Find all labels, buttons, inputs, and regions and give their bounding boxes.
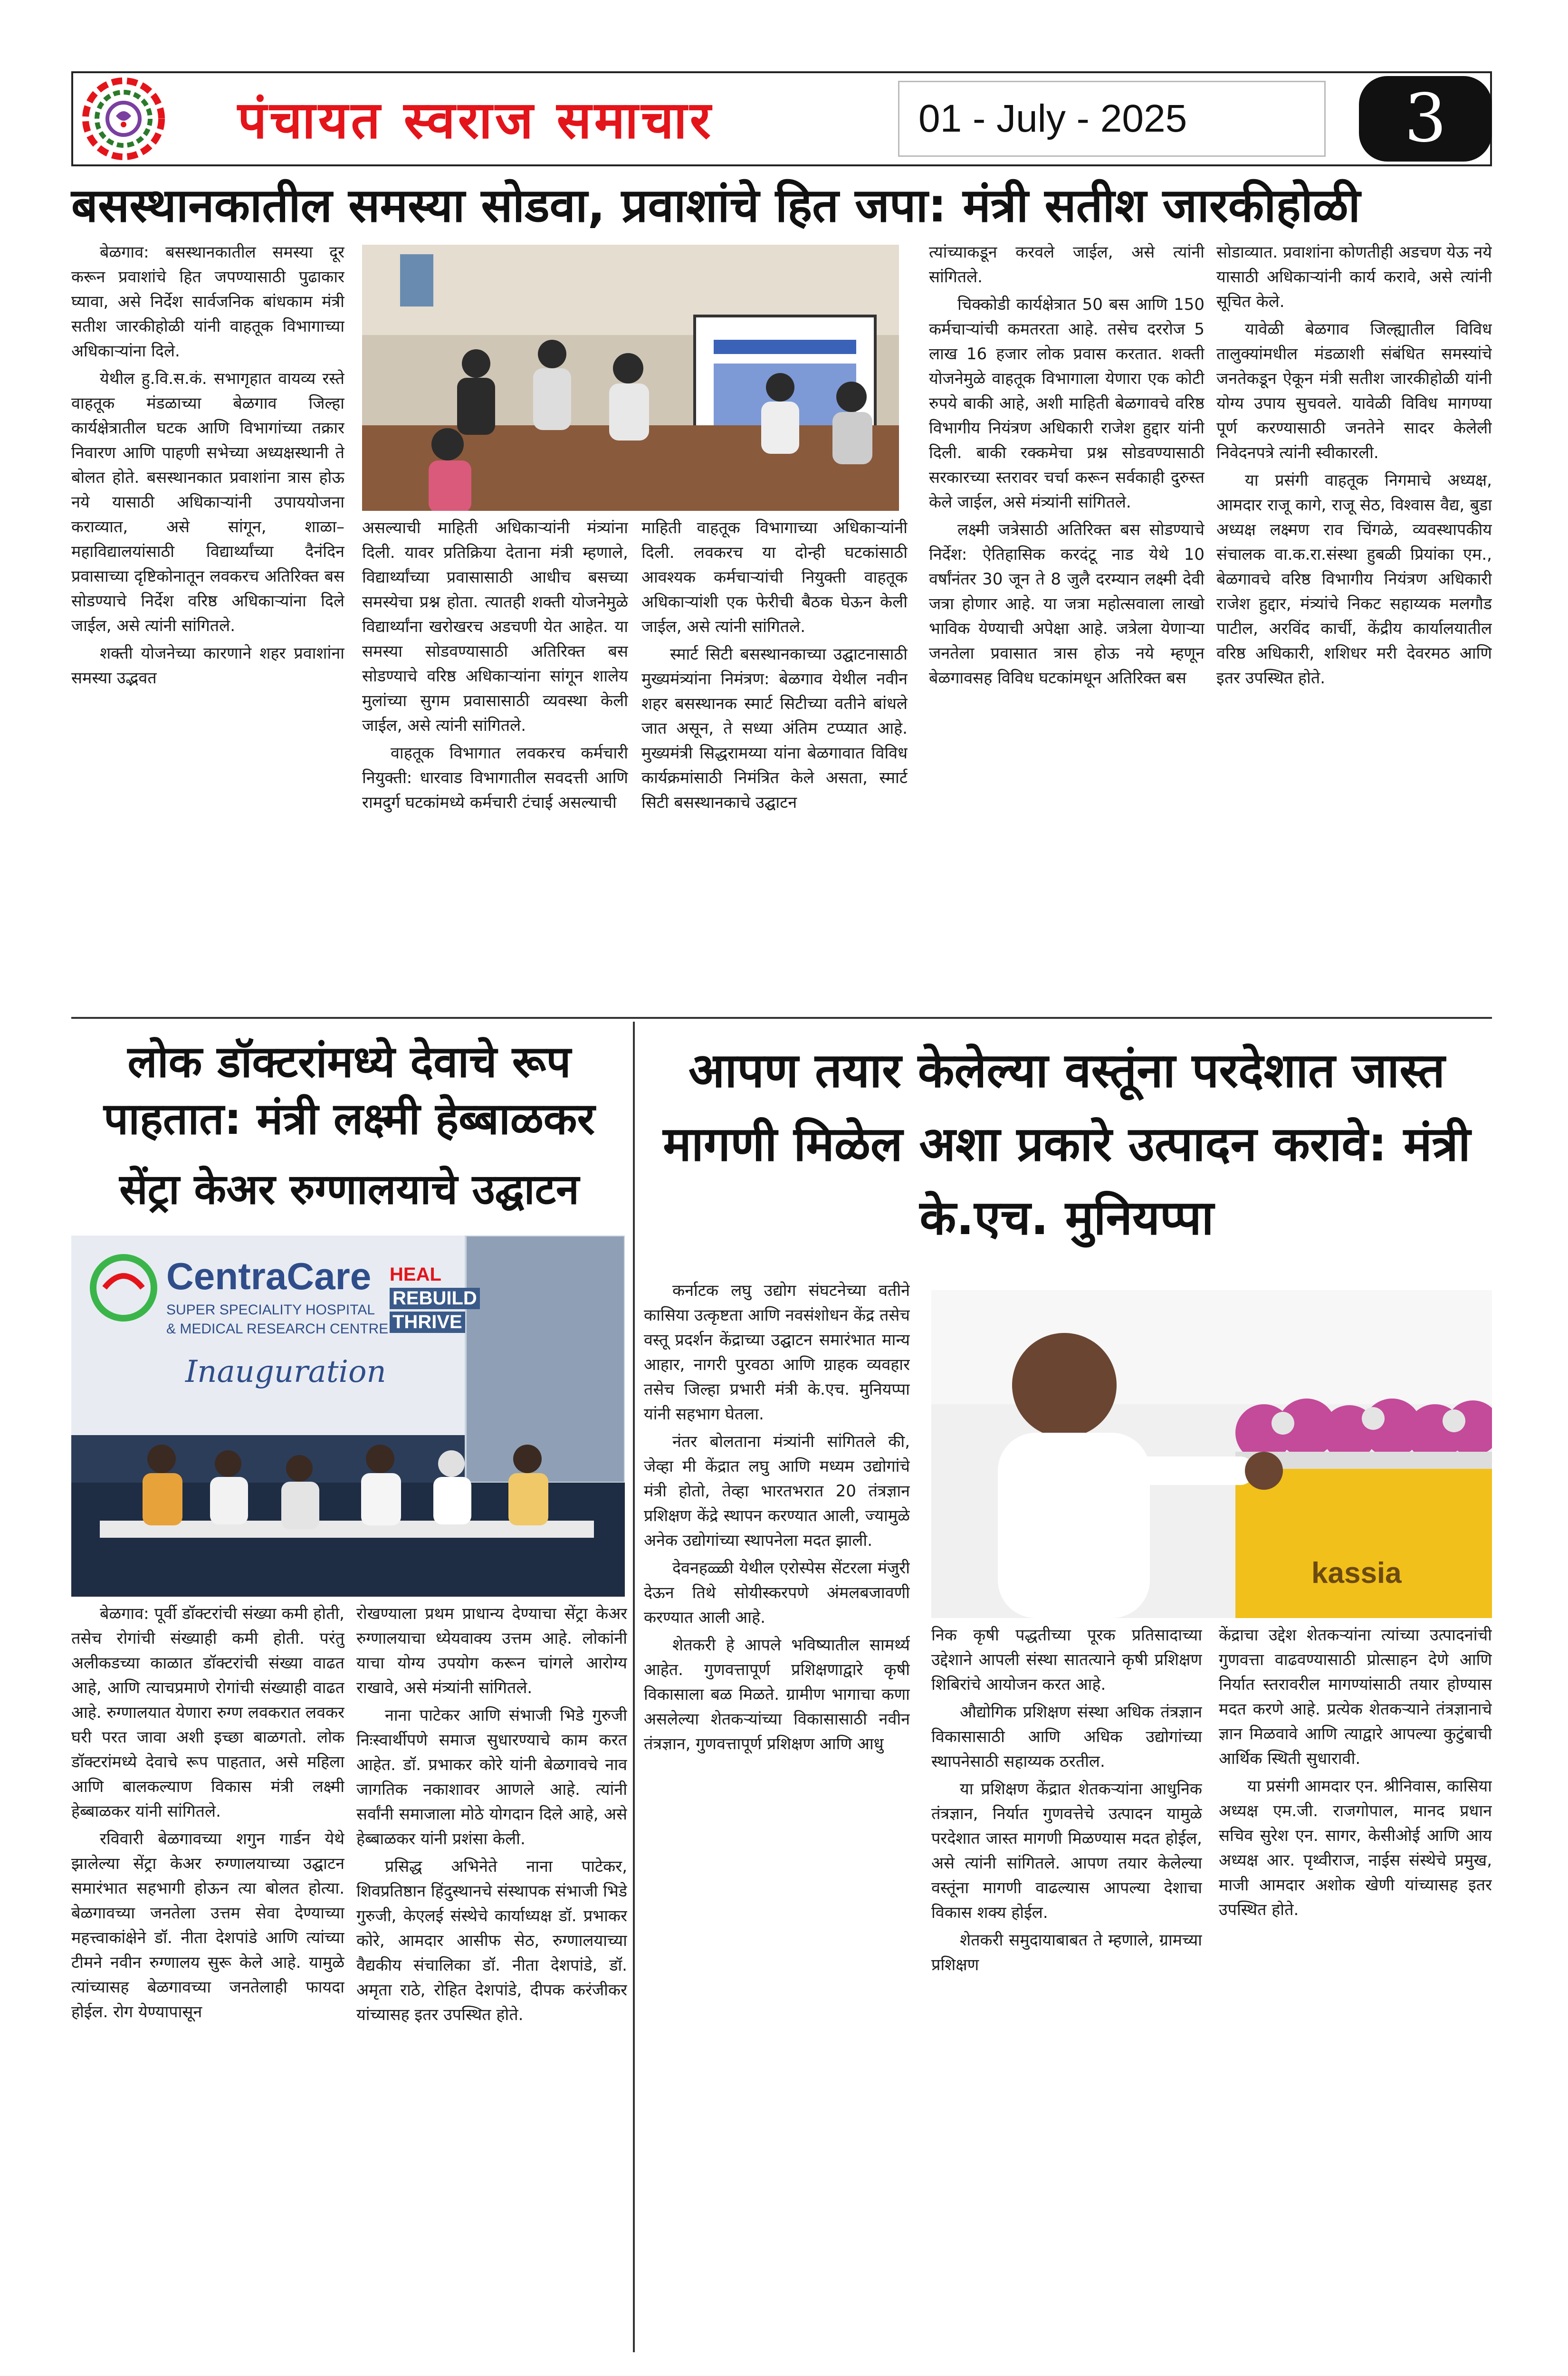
article-1-paragraph: या प्रसंगी वाहतूक निगमाचे अध्यक्ष, आमदार राजू कागे, राजू सेठ, विश्वास वैद्य, बुडा अध्यक्ष लक्ष्मण राव चिंगळे, व्यवस्थापकीय संचालक वा.क.रा.संस्था हुबळी प्रियांका एम., बेळगावचे वरिष्ठ विभागीय नियंत्रण अधिकारी राजेश हुद्दार, मंत्र्यांचे निकट सहाय्यक मलगौड पाटील, अरविंद कार्ची, केंद्रीय कार्यालयातील वरिष्ठ अधिकारी, शशिधर मरी देवरमठ आणि इतर उपस्थित होते. (1216, 471, 1492, 688)
article-1-paragraph: शक्ती योजनेच्या कारणाने शहर प्रवाशांना समस्या उद्भवत (71, 644, 344, 688)
article-3-paragraph: कर्नाटक लघु उद्योग संघटनेच्या वतीने कासिया उत्कृष्टता आणि नवसंशोधन केंद्र तसेच वस्तू प्रदर्शन केंद्राच्या उद्घाटन समारंभात मान्य आहार, नागरी पुरवठा आणि ग्राहक व्यवहार तसेच जिल्हा प्रभारी मंत्री के.एच. मुनियप्पा यांनी सहभाग घेतला. (644, 1281, 910, 1424)
article-1-column-5 (1216, 240, 1492, 1010)
article-1-paragraph: वाहतूक विभागात लवकरच कर्मचारी नियुक्ती: धारवाड विभागातील सवदत्ती आणि रामदुर्ग घटकांमध्ये कर्मचारी टंचाई असल्याची (362, 744, 628, 812)
article-2-paragraph: बेळगाव: पूर्वी डॉक्टरांची संख्या कमी होती, तसेच रोगांची संख्याही कमी होती. परंतु अलीकडच्या काळात डॉक्टरांची संख्या वाढत आहे, आणि त्याचप्रमाणे रोगांची संख्याही वाढत आहे. रुग्णालयात येणारा रुग्ण लवकरात लवकर घरी परत जावा अशी इच्छा बाळगतो. लोक डॉक्टरांमध्ये देवाचे रूप पाहतात, असे महिला आणि बालकल्याण विकास मंत्री लक्ष्मी हेब्बाळकर यांनी सांगितले. (71, 1604, 344, 1821)
article-2-paragraph: रोखण्याला प्रथम प्राधान्य देण्याचा सेंट्रा केअर रुग्णालयाचा ध्येयवाक्य उत्तम आहे. लोकांनी याचा योग्य उपयोग करून चांगले आरोग्य राखावे, असे मंत्र्यांनी सांगितले. (356, 1604, 627, 1697)
article-1-column-2 (362, 516, 628, 1010)
article-2-paragraph: नाना पाटेकर आणि संभाजी भिडे गुरुजी निःस्वार्थीपणे समाज सुधारण्याचे काम करत आहेत. डॉ. प्रभाकर कोरे यांनी बेळगावचे नाव जागतिक नकाशावर आणले आहे. त्यांनी सर्वांनी समाजाला मोठे योगदान दिले आहे, असे हेब्बाळकर यांनी प्रशंसा केली. (356, 1706, 627, 1849)
banner-tag-thrive: THRIVE (390, 1312, 465, 1333)
column-divider (633, 1022, 635, 2352)
article-1-paragraph: माहिती वाहतूक विभागाच्या अधिकाऱ्यांनी दिली. लवकरच या दोन्ही घटकांसाठी आवश्यक कर्मचाऱ्यांची नियुक्ती वाहतूक अधिकाऱ्यांशी एक फेरीची बैठक घेऊन केली जाईल, असे त्यांनी सांगितले. (641, 518, 908, 636)
article-2-paragraph: प्रसिद्ध अभिनेते नाना पाटेकर, शिवप्रतिष्ठान हिंदुस्थानचे संस्थापक संभाजी भिडे गुरुजी, केएलई संस्थेचे कार्याध्यक्ष डॉ. प्रभाकर कोरे, आमदार आसीफ सेठ, रुग्णालयाच्या वैद्यकीय संचालिका डॉ. नीता देशपांडे, डॉ. अमृता राठे, रोहित देशपांडे, दीपक करंजीकर यांच्यासह इतर उपस्थित होते. (356, 1857, 627, 2024)
article-3-paragraph: या प्रशिक्षण केंद्रात शेतकऱ्यांना आधुनिक तंत्रज्ञान, निर्यात गुणवत्तेचे उत्पादन यामुळे परदेशात जास्त मागणी मिळण्यास मदत होईल, असे त्यांनी सांगितले. आपण तयार केलेल्या वस्तूंना मागणी वाढल्यास आपल्या देशाचा विकास शक्य होईल. (931, 1780, 1202, 1922)
banner-event: Inauguration (185, 1354, 386, 1389)
article-3-headline: आपण तयार केलेल्या वस्तूंना परदेशात जास्त मागणी मिळेल अशा प्रकारे उत्पादन करावे: मंत्री के.एच. मुनियप्पा (663, 1043, 1471, 1245)
article-3-paragraph: केंद्राचा उद्देश शेतकऱ्यांना त्यांच्या उत्पादनांची गुणवत्ता वाढवण्यासाठी प्रोत्साहन देणे आणि निर्यात स्तरावरील मागण्यांसाठी तयार होण्यास मदत करणे आहे. प्रत्येक शेतकऱ्याने तंत्रज्ञानाचे ज्ञान मिळवावे आणि त्याद्वारे आपल्या कुटुंबाची आर्थिक स्थिती सुधारावी. (1219, 1626, 1492, 1768)
article-3-paragraph: नंतर बोलताना मंत्र्यांनी सांगितले की, जेव्हा मी केंद्रात लघु आणि मध्यम उद्योगांचे मंत्री होतो, तेव्हा भारतभरात 20 तंत्रज्ञान प्रशिक्षण केंद्रे स्थापन करण्यात आली, ज्यामुळे अनेक उद्योगांच्या स्थापनेला मदत झाली. (644, 1432, 910, 1550)
article-3-column-1 (644, 1278, 910, 2352)
article-1-meeting-photo (362, 245, 899, 511)
article-3-paragraph: निक कृषी पद्धतीच्या पूरक प्रतिसादाच्या उद्देशाने आपली संस्था सातत्याने कृषी प्रशिक्षण शिबिरांचे आयोजन करत आहे. (931, 1626, 1202, 1694)
article-2-column-1 (71, 1601, 344, 2352)
newspaper-title: पंचायत स्वराज समाचार (238, 90, 714, 150)
article-1-paragraph: स्मार्ट सिटी बसस्थानकाच्या उद्घाटनासाठी मुख्यमंत्र्यांना निमंत्रण: बेळगाव येथील नवीन शहर बसस्थानक स्मार्ट सिटीच्या वतीने बांधले जात असून, ते सध्या अंतिम टप्प्यात आहे. मुख्यमंत्री सिद्धरामय्या यांना बेळगावात विविध कार्यक्रमांसाठी निमंत्रित केले असता, स्मार्ट सिटी बसस्थानकाचे उद्घाटन (641, 645, 908, 812)
article-3-column-2 (931, 1623, 1202, 2352)
article-3-column-3 (1219, 1623, 1492, 2352)
banner-line-1: SUPER SPECIALITY HOSPITAL (166, 1302, 375, 1318)
article-1-paragraph: असल्याची माहिती अधिकाऱ्यांनी मंत्र्यांना दिली. यावर प्रतिक्रिया देताना मंत्री म्हणाले, विद्यार्थ्यांच्या प्रवासासाठी आधीच बसच्या समस्येचा प्रश्न होता. त्यातही शक्ती योजनेमुळे विद्यार्थ्यांना खरोखरच अडचणी येत आहेत. या समस्या सोडवण्यासाठी अतिरिक्त बस सोडण्याचे वरिष्ठ अधिकाऱ्यांना सांगून शालेय मुलांच्या सुगम प्रवासासाठी व्यवस्था केली जाईल, असे त्यांनी सांगितले. (362, 518, 628, 735)
article-3-paragraph: औद्योगिक प्रशिक्षण संस्था अधिक तंत्रज्ञान विकासासाठी आणि अधिक उद्योगांच्या स्थापनेसाठी सहाय्यक ठरतील. (931, 1703, 1202, 1771)
podium-logo-text: kassia (1311, 1557, 1402, 1590)
article-1-paragraph: त्यांच्याकडून करवले जाईल, असे त्यांनी सांगितले. (929, 243, 1205, 287)
page-number: 3 (1359, 76, 1492, 162)
article-3-paragraph: शेतकरी समुदायाबाबत ते म्हणाले, ग्रामच्या प्रशिक्षण (931, 1931, 1202, 1974)
article-1-paragraph: चिक्कोडी कार्यक्षेत्रात 50 बस आणि 150 कर्मचाऱ्यांची कमतरता आहे. तसेच दररोज 5 लाख 16 हजार लोक प्रवास करतात. शक्ती योजनेमुळे वाहतूक विभागाला येणारा एक कोटी रुपये बाकी आहे, अशी माहिती बेळगावचे वरिष्ठ विभागीय नियंत्रण अधिकारी राजेश हुद्दार यांनी दिली. बाकी रक्कमेचा प्रश्न सोडवण्यासाठी सरकारच्या स्तरावर चर्चा करून सर्वकाही दुरुस्त केले जाईल, असे मंत्र्यांनी सांगितले. (929, 295, 1205, 512)
article-1-column-3 (641, 516, 908, 1010)
article-1-paragraph: लक्ष्मी जत्रेसाठी अतिरिक्त बस सोडण्याचे निर्देश: ऐतिहासिक करदंटू नाड येथे 10 वर्षांनंतर 30 जून ते 8 जुलै दरम्यान लक्ष्मी देवी जत्रा होणार आहे. या जत्रा महोत्सवाला लाखो भाविक येण्याची अपेक्षा आहे. जत्रेला येणाऱ्या जनतेला प्रवासात त्रास होऊ नये म्हणून बेळगावसह विविध घटकांमधून अतिरिक्त बस (929, 520, 1205, 688)
article-3-paragraph: देवनहळ्ळी येथील एरोस्पेस सेंटरला मंजुरी देऊन तिथे सोयीस्करपणे अंमलबजावणी करण्यात आली आहे. (644, 1559, 910, 1627)
article-1-paragraph: यावेळी बेळगाव जिल्ह्यातील विविध तालुक्यांमधील मंडळाशी संबंधित समस्यांचे जनतेकडून ऐकून मंत्री सतीश जारकीहोळी यांनी योग्य उपाय सुचवले. यावेळी विविध मागण्या पूर्ण करण्यासाठी जनतेने सादर केलेली निवेदनपत्रे त्यांनी स्वीकारली. (1216, 320, 1492, 462)
article-1-headline: बसस्थानकातील समस्या सोडवा, प्रवाशांचे हित जपा: मंत्री सतीश जारकीहोळी (71, 179, 1360, 233)
article-2-paragraph: रविवारी बेळगावच्या शगुन गार्डन येथे झालेल्या सेंट्रा केअर रुग्णालयाच्या उद्घाटन समारंभात सहभागी होऊन त्या बोलत होत्या. बेळगावच्या जनतेला उत्तम सेवा देण्याच्या महत्त्वाकांक्षेने डॉ. नीता देशपांडे आणि त्यांच्या टीमने नवीन रुग्णालय सुरू केले आहे. यामुळे त्यांच्यासह बेळगावच्या जनतेलाही फायदा होईल. रोग येण्यापासून (71, 1830, 344, 2022)
banner-line-2: & MEDICAL RESEARCH CENTRE (166, 1321, 389, 1337)
article-1-paragraph: येथील हु.वि.स.कं. सभागृहात वायव्य रस्ते वाहतूक मंडळाच्या बेळगाव जिल्हा कार्यक्षेत्रातील घटक आणि विभागांच्या तक्रार निवारण आणि पाहणी सभेच्या अध्यक्षस्थानी ते बोलत होते. बसस्थानकात प्रवाशांना त्रास होऊ नये यासाठी अधिकाऱ्यांनी उपाययोजना कराव्यात, असे सांगून, शाळा–महाविद्यालयांसाठी विद्यार्थ्यांच्या दैनंदिन प्रवासाच्या दृष्टिकोनातून लवकरच अतिरिक्त बस सोडण्याचे निर्देश वरिष्ठ अधिकाऱ्यांना दिले जाईल, असे त्यांनी सांगितले. (71, 369, 344, 635)
article-1-column-1 (71, 240, 344, 1010)
banner-tag-rebuild: REBUILD (390, 1288, 480, 1309)
banner-tag-heal: HEAL (390, 1264, 441, 1285)
article-3-paragraph: शेतकरी हे आपले भविष्यातील सामर्थ्य आहेत. गुणवत्तापूर्ण प्रशिक्षणाद्वारे कृषी विकासाला बळ मिळते. ग्रामीण भागाचा कणा असलेल्या शेतकऱ्यांच्या विकासासाठी नवीन तंत्रज्ञान, गुणवत्तापूर्ण प्रशिक्षण आणि आधु (644, 1636, 910, 1753)
logo-icon (78, 74, 169, 164)
article-3-minister-photo (931, 1290, 1492, 1618)
article-1-column-4 (929, 240, 1205, 1010)
issue-date: 01 - July - 2025 (898, 81, 1326, 157)
section-divider (71, 1017, 1492, 1019)
article-2-headline: लोक डॉक्टरांमध्ये देवाचे रूप पाहतात: मंत्री लक्ष्मी हेब्बाळकर (103, 1036, 595, 1144)
banner-brand: CentraCare (166, 1255, 372, 1297)
article-1-paragraph: सोडाव्यात. प्रवाशांना कोणतीही अडचण येऊ नये यासाठी अधिकाऱ्यांनी कार्य करावे, असे त्यांनी सूचित केले. (1216, 243, 1492, 311)
article-1-paragraph: बेळगाव: बसस्थानकातील समस्या दूर करून प्रवाशांचे हित जपण्यासाठी पुढाकार घ्यावा, असे निर्देश सार्वजनिक बांधकाम मंत्री सतीश जारकीहोळी यांनी वाहतूक विभागाच्या अधिकाऱ्यांना दिले. (71, 243, 344, 361)
article-2-subheadline: सेंट्रा केअर रुग्णालयाचे उद्घाटन (119, 1165, 579, 1214)
article-2-inauguration-photo (71, 1236, 625, 1597)
article-3-paragraph: या प्रसंगी आमदार एन. श्रीनिवास, कासिया अध्यक्ष एम.जी. राजगोपाल, मानद प्रधान सचिव सुरेश एन. सागर, केसीओई आणि आय अध्यक्ष आर. पृथ्वीराज, नाईस संस्थेचे प्रमुख, माजी आमदार अशोक खेणी यांच्यासह इतर उपस्थित होते. (1219, 1777, 1492, 1919)
article-2-column-2 (356, 1601, 627, 2352)
